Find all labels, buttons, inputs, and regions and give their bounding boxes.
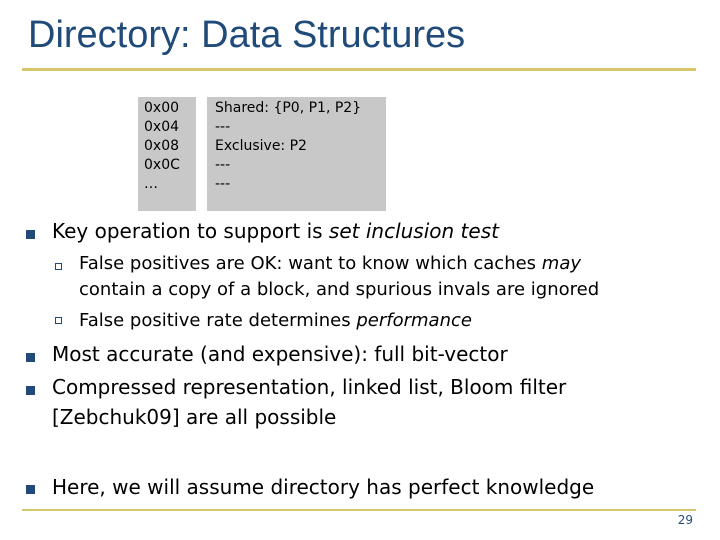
square-bullet-icon [26,230,35,239]
bullet-text: Here, we will assume directory has perfect knowledge [52,475,595,499]
hollow-square-bullet-icon [55,263,62,270]
address-cell: 0x00 [144,100,180,116]
title-divider [22,68,696,71]
directory-entry-cell: --- [215,157,231,173]
bullet-text [52,219,499,243]
bullet-text-continued: [Zebchuk09] are all possible [52,405,337,429]
directory-entry-cell: --- [215,176,231,192]
sub-bullet-text-emphasis: may [541,253,581,274]
address-cell: 0x04 [144,119,180,135]
bullet-text: Most accurate (and expensive): full bit-vector [52,342,508,366]
sub-bullet-text-plain: False positives are OK: want to know which caches [79,253,542,274]
directory-entry-cell: Shared: {P0, P1, P2} [215,100,362,116]
sub-bullet-text [79,310,472,332]
square-bullet-icon [26,485,35,494]
directory-entry-cell: --- [215,119,231,135]
address-cell: 0x08 [144,138,180,154]
sub-bullet-text-emphasis: performance [356,310,472,331]
directory-entry-cell: Exclusive: P2 [215,138,307,154]
sub-bullet-text [79,253,581,275]
footer-divider [22,509,696,511]
square-bullet-icon [26,386,35,395]
address-cell: 0x0C [144,157,180,173]
address-cell: … [144,176,158,192]
bullet-text: Compressed representation, linked list, Bloom filter [52,375,567,399]
directory-entry-column [207,97,386,211]
sub-bullet-text-plain: False positive rate determines [79,310,357,331]
hollow-square-bullet-icon [55,317,62,324]
bullet-text-plain: Key operation to support is [52,219,329,243]
square-bullet-icon [26,353,35,362]
bullet-text-emphasis: set inclusion test [328,219,499,243]
sub-bullet-text-continued: contain a copy of a block, and spurious invals are ignored [79,279,600,300]
address-column [138,97,196,211]
slide-title: Directory: Data Structures [28,14,466,56]
page-number: 29 [677,513,693,527]
